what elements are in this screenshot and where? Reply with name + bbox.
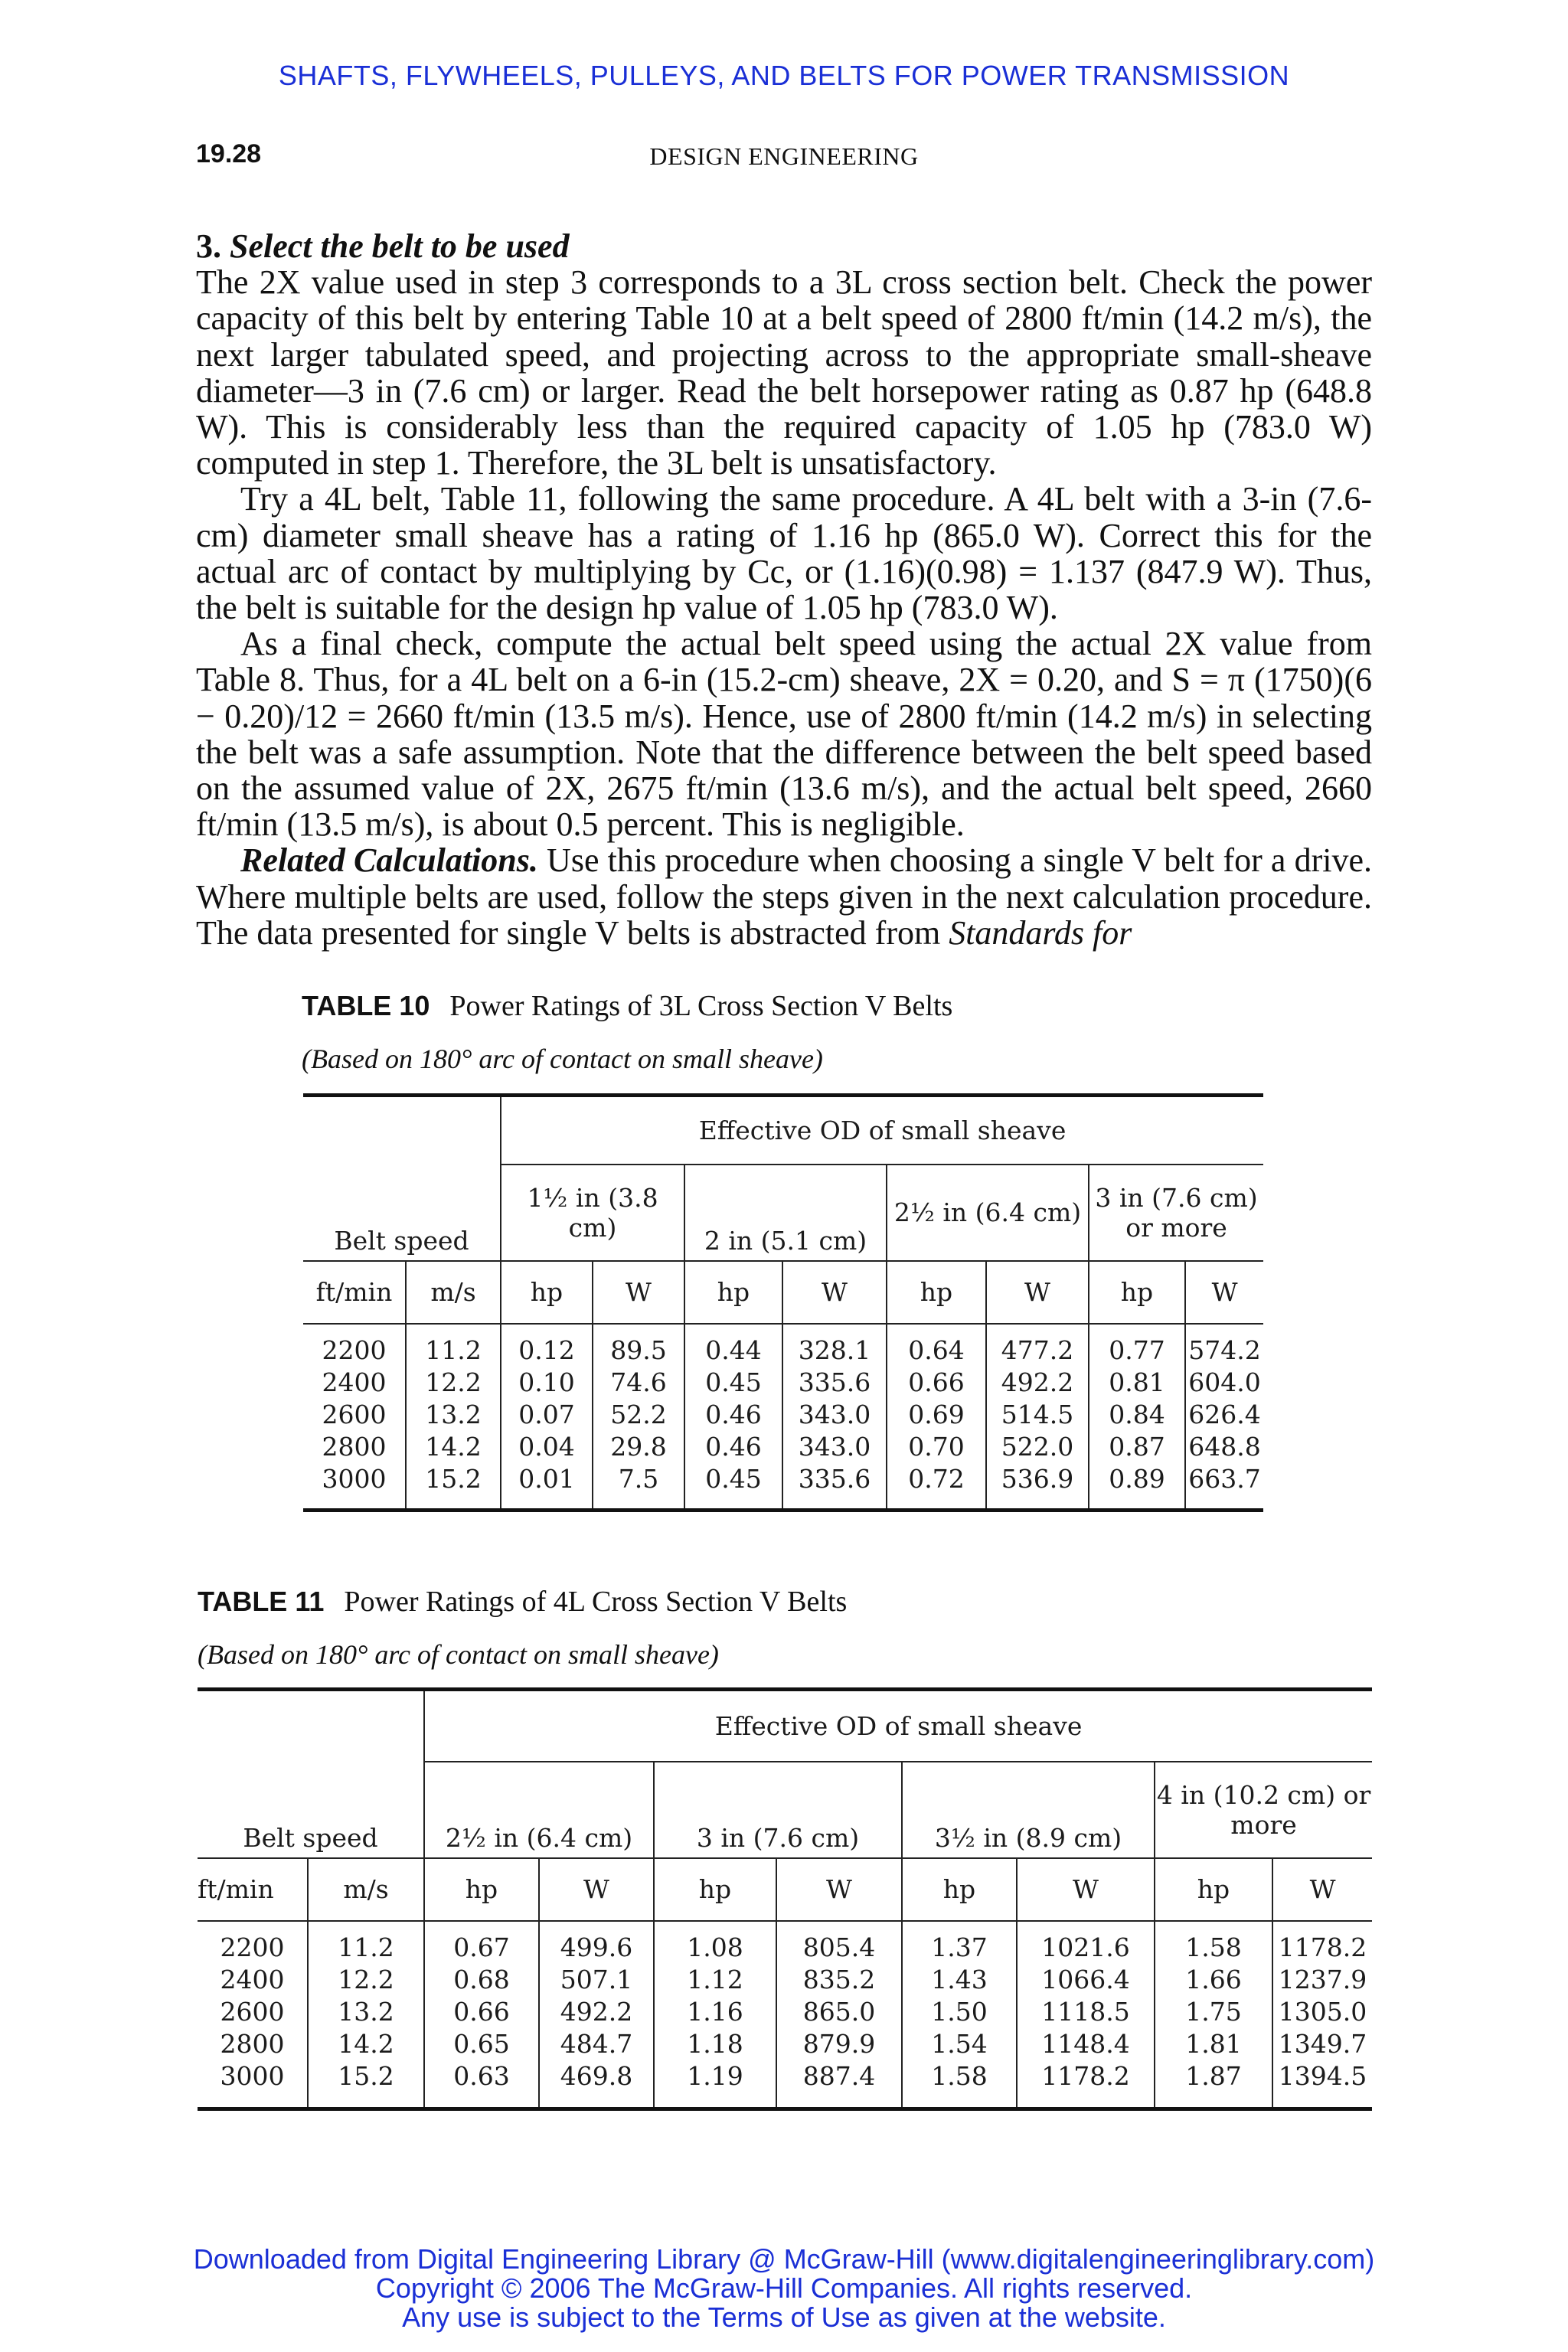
table-cell: 0.07 bbox=[501, 1399, 593, 1431]
table10-unit: ft/min bbox=[315, 1277, 393, 1307]
table11-unit: hp bbox=[1155, 1858, 1272, 1921]
footer bbox=[0, 2245, 1568, 2332]
table11-unit-row bbox=[198, 1858, 1372, 1921]
table-cell: 0.69 bbox=[887, 1399, 986, 1431]
table10-unit: W bbox=[1185, 1261, 1263, 1324]
table-cell: 89.5 bbox=[593, 1334, 684, 1367]
table-cell: 3000 bbox=[220, 2060, 285, 2091]
related-calculations-label: Related Calculations. bbox=[240, 841, 538, 880]
table10-belt-speed: Belt speed bbox=[334, 1225, 469, 1256]
table-cell: 3000 bbox=[322, 1463, 387, 1494]
table-cell: 1.50 bbox=[902, 1996, 1017, 2028]
table-cell: 14.2 bbox=[308, 2028, 424, 2060]
paragraph-4-text: Use this procedure when choosing a single V belt for a drive. Where multiple belts are used, follow the steps given in the next calculation procedure. The data presented for single V belts is abstracted from bbox=[196, 841, 1373, 952]
table11-group-header: Effective OD of small sheave bbox=[424, 1690, 1372, 1762]
table-cell: 0.66 bbox=[887, 1367, 986, 1399]
table-cell: 536.9 bbox=[986, 1463, 1089, 1495]
table-row bbox=[198, 1996, 1372, 2028]
table-cell: 343.0 bbox=[782, 1399, 887, 1431]
table10-unit: m/s bbox=[406, 1261, 501, 1324]
table10-unit: W bbox=[593, 1261, 684, 1324]
table-cell: 604.0 bbox=[1185, 1367, 1263, 1399]
table-cell: 1237.9 bbox=[1272, 1964, 1372, 1996]
table11-size-3: 3½ in (8.9 cm) bbox=[902, 1762, 1155, 1858]
table-cell: 1148.4 bbox=[1017, 2028, 1155, 2060]
table-row bbox=[198, 2060, 1372, 2092]
table-cell: 887.4 bbox=[776, 2060, 902, 2092]
table11-unit: hp bbox=[654, 1858, 776, 1921]
table-cell: 2200 bbox=[220, 1932, 285, 1962]
table-cell: 2800 bbox=[322, 1431, 387, 1462]
table-row bbox=[198, 1932, 1372, 1964]
table-cell: 1.19 bbox=[654, 2060, 776, 2092]
table-cell: 0.01 bbox=[501, 1463, 593, 1495]
table-cell: 0.44 bbox=[684, 1334, 782, 1367]
table-cell: 52.2 bbox=[593, 1399, 684, 1431]
table11-unit: hp bbox=[902, 1858, 1017, 1921]
table-cell: 2800 bbox=[220, 2028, 285, 2059]
table-cell: 0.77 bbox=[1089, 1334, 1185, 1367]
table-cell: 1.58 bbox=[1155, 1932, 1272, 1964]
page-number: 19.28 bbox=[196, 139, 262, 168]
table-cell: 29.8 bbox=[593, 1431, 684, 1463]
table-cell: 1.87 bbox=[1155, 2060, 1272, 2092]
table-cell: 343.0 bbox=[782, 1431, 887, 1463]
table-cell: 492.2 bbox=[986, 1367, 1089, 1399]
section-title: DESIGN ENGINEERING bbox=[649, 142, 919, 170]
footer-line-3: Any use is subject to the Terms of Use as given at the website. bbox=[402, 2301, 1166, 2333]
table-cell: 0.66 bbox=[424, 1996, 539, 2028]
table-cell: 2400 bbox=[220, 1964, 285, 1994]
table-cell: 1.54 bbox=[902, 2028, 1017, 2060]
table10-label: TABLE 10 bbox=[302, 990, 430, 1021]
table-cell: 574.2 bbox=[1185, 1334, 1263, 1367]
table-cell: 0.67 bbox=[424, 1932, 539, 1964]
table-cell: 0.84 bbox=[1089, 1399, 1185, 1431]
table-cell: 477.2 bbox=[986, 1334, 1089, 1367]
table-cell: 0.12 bbox=[501, 1334, 593, 1367]
table-row bbox=[303, 1431, 1263, 1463]
table-cell: 0.65 bbox=[424, 2028, 539, 2060]
table-cell: 13.2 bbox=[308, 1996, 424, 2028]
step-heading bbox=[196, 228, 1372, 264]
table-cell: 14.2 bbox=[406, 1431, 501, 1463]
table11-caption bbox=[198, 1585, 847, 1619]
table-cell: 0.72 bbox=[887, 1463, 986, 1495]
table-cell: 805.4 bbox=[776, 1932, 902, 1964]
table-cell: 0.46 bbox=[684, 1399, 782, 1431]
table-row bbox=[303, 1463, 1263, 1495]
table-cell: 0.70 bbox=[887, 1431, 986, 1463]
table10-subtitle: (Based on 180° arc of contact on small sheave) bbox=[302, 1044, 823, 1074]
table10 bbox=[303, 1093, 1263, 1512]
table-cell: 492.2 bbox=[539, 1996, 654, 2028]
table-cell: 499.6 bbox=[539, 1932, 654, 1964]
table-row bbox=[303, 1367, 1263, 1399]
body-text bbox=[196, 228, 1372, 951]
table-cell: 507.1 bbox=[539, 1964, 654, 1996]
table-cell: 15.2 bbox=[308, 2060, 424, 2092]
table-cell: 0.63 bbox=[424, 2060, 539, 2092]
table-cell: 7.5 bbox=[593, 1463, 684, 1495]
table-cell: 2600 bbox=[220, 1996, 285, 2027]
table-cell: 11.2 bbox=[406, 1334, 501, 1367]
table-cell: 835.2 bbox=[776, 1964, 902, 1996]
table10-size-2: 2 in (5.1 cm) bbox=[684, 1165, 887, 1261]
table11-unit: m/s bbox=[308, 1858, 424, 1921]
table-cell: 0.45 bbox=[684, 1367, 782, 1399]
table-cell: 2600 bbox=[322, 1399, 387, 1429]
table-cell: 865.0 bbox=[776, 1996, 902, 2028]
table10-size-1: 1½ in (3.8 cm) bbox=[501, 1165, 684, 1261]
table10-title: Power Ratings of 3L Cross Section V Belts bbox=[449, 990, 953, 1022]
table-cell: 514.5 bbox=[986, 1399, 1089, 1431]
table11-label: TABLE 11 bbox=[198, 1586, 325, 1617]
table-cell: 1.81 bbox=[1155, 2028, 1272, 2060]
table-cell: 1.58 bbox=[902, 2060, 1017, 2092]
table10-corner bbox=[303, 1096, 501, 1165]
table10-unit: hp bbox=[501, 1261, 593, 1324]
table-cell: 1.75 bbox=[1155, 1996, 1272, 2028]
table-cell: 663.7 bbox=[1185, 1463, 1263, 1495]
table10-unit-row bbox=[303, 1261, 1263, 1324]
table10-unit: hp bbox=[1089, 1261, 1185, 1324]
table-cell: 1.18 bbox=[654, 2028, 776, 2060]
table-cell: 879.9 bbox=[776, 2028, 902, 2060]
table-cell: 2200 bbox=[322, 1334, 387, 1365]
table-row bbox=[303, 1334, 1263, 1367]
table-cell: 522.0 bbox=[986, 1431, 1089, 1463]
table-cell: 626.4 bbox=[1185, 1399, 1263, 1431]
table-cell: 0.04 bbox=[501, 1431, 593, 1463]
table10-unit: W bbox=[782, 1261, 887, 1324]
running-header: SHAFTS, FLYWHEELS, PULLEYS, AND BELTS FOR POWER TRANSMISSION bbox=[278, 60, 1290, 91]
table11-unit: ft/min bbox=[198, 1874, 274, 1904]
table-cell: 12.2 bbox=[406, 1367, 501, 1399]
table-cell: 11.2 bbox=[308, 1932, 424, 1964]
step-title: Select the belt to be used bbox=[230, 227, 570, 265]
table-cell: 0.81 bbox=[1089, 1367, 1185, 1399]
table-cell: 1.66 bbox=[1155, 1964, 1272, 1996]
table-cell: 15.2 bbox=[406, 1463, 501, 1495]
footer-line-2: Copyright © 2006 The McGraw-Hill Companies. All rights reserved. bbox=[375, 2272, 1193, 2304]
table-cell: 1118.5 bbox=[1017, 1996, 1155, 2028]
table-cell: 1.12 bbox=[654, 1964, 776, 1996]
table-cell: 0.46 bbox=[684, 1431, 782, 1463]
table10-size-3: 2½ in (6.4 cm) bbox=[887, 1165, 1089, 1261]
table-cell: 0.87 bbox=[1089, 1431, 1185, 1463]
table-row bbox=[198, 1964, 1372, 1996]
table10-group-header: Effective OD of small sheave bbox=[501, 1096, 1263, 1165]
table-cell: 0.10 bbox=[501, 1367, 593, 1399]
paragraph-4-italic: Standards for bbox=[949, 913, 1132, 952]
table11-title: Power Ratings of 4L Cross Section V Belts bbox=[344, 1586, 848, 1618]
table-cell: 2400 bbox=[322, 1367, 387, 1397]
table10-size-4: 3 in (7.6 cm) or more bbox=[1089, 1165, 1263, 1261]
table-cell: 0.89 bbox=[1089, 1463, 1185, 1495]
paragraph-1: The 2X value used in step 3 corresponds to a 3L cross section belt. Check the power capacity of this belt by entering Table 10 at a belt speed of 2800 ft/min (14.2 m/s), the next larger tabulated speed, and projecting across to the appropriate small-sheave diameter—3 in (7.6 cm) or larger. Read the belt horsepower rating as 0.87 hp (648.8 W). This is considerably less than the required capacity of 1.05 hp (783.0 W) computed in step 1. Therefore, the 3L belt is unsatisfactory. bbox=[196, 263, 1372, 482]
table11-unit: W bbox=[539, 1858, 654, 1921]
table-cell: 0.68 bbox=[424, 1964, 539, 1996]
table-cell: 0.45 bbox=[684, 1463, 782, 1495]
table11-belt-speed: Belt speed bbox=[243, 1822, 378, 1853]
table-row bbox=[303, 1399, 1263, 1431]
paragraph-3: As a final check, compute the actual belt speed using the actual 2X value from Table 8. Thus, for a 4L belt on a 6-in (15.2-cm) sheave, 2X = 0.20, and S = π (1750)(6 − 0.20)/12 = 2660 ft/min (13.5 m/s). Hence, use of 2800 ft/min (14.2 m/s) in selecting the belt was a safe assumption. Note that the difference between the belt speed based on the assumed value of 2X, 2675 ft/min (13.6 m/s), and the actual belt speed, 2660 ft/min (13.5 m/s), is about 0.5 percent. This is negligible. bbox=[196, 625, 1372, 844]
table-cell: 1349.7 bbox=[1272, 2028, 1372, 2060]
table-cell: 0.64 bbox=[887, 1334, 986, 1367]
table-cell: 1178.2 bbox=[1272, 1932, 1372, 1964]
table11-subtitle: (Based on 180° arc of contact on small sheave) bbox=[198, 1639, 719, 1670]
table11-unit: W bbox=[1272, 1858, 1372, 1921]
table11 bbox=[198, 1687, 1372, 2111]
table-cell: 648.8 bbox=[1185, 1431, 1263, 1463]
table11-unit: W bbox=[776, 1858, 902, 1921]
table-cell: 1394.5 bbox=[1272, 2060, 1372, 2092]
table-cell: 484.7 bbox=[539, 2028, 654, 2060]
table-cell: 1021.6 bbox=[1017, 1932, 1155, 1964]
table-cell: 1.43 bbox=[902, 1964, 1017, 1996]
table10-unit: W bbox=[986, 1261, 1089, 1324]
table-cell: 1305.0 bbox=[1272, 1996, 1372, 2028]
table-cell: 335.6 bbox=[782, 1463, 887, 1495]
table11-unit: hp bbox=[424, 1858, 539, 1921]
table11-unit: W bbox=[1017, 1858, 1155, 1921]
table11-corner bbox=[198, 1690, 424, 1762]
table-cell: 1178.2 bbox=[1017, 2060, 1155, 2092]
paragraph-2: Try a 4L belt, Table 11, following the same procedure. A 4L belt with a 3-in (7.6-cm) diameter small sheave has a rating of 1.16 hp (865.0 W). Correct this for the actual arc of contact by multiplying by Cc, or (1.16)(0.98) = 1.137 (847.9 W). Thus, the belt is suitable for the design hp value of 1.05 hp (783.0 W). bbox=[196, 480, 1372, 627]
table-cell: 13.2 bbox=[406, 1399, 501, 1431]
table11-size-1: 2½ in (6.4 cm) bbox=[424, 1762, 654, 1858]
table-cell: 1.37 bbox=[902, 1932, 1017, 1964]
step-number: 3. bbox=[196, 227, 221, 265]
table-cell: 12.2 bbox=[308, 1964, 424, 1996]
table-cell: 1066.4 bbox=[1017, 1964, 1155, 1996]
table-cell: 1.16 bbox=[654, 1996, 776, 2028]
table10-unit: hp bbox=[887, 1261, 986, 1324]
table11-size-4: 4 in (10.2 cm) or more bbox=[1155, 1762, 1372, 1858]
table10-unit: hp bbox=[684, 1261, 782, 1324]
paragraph-4 bbox=[196, 842, 1372, 951]
footer-line-1: Downloaded from Digital Engineering Library @ McGraw-Hill (www.digitalengineeringlibrary.com) bbox=[193, 2243, 1375, 2275]
table-row bbox=[198, 2028, 1372, 2060]
table11-size-2: 3 in (7.6 cm) bbox=[654, 1762, 902, 1858]
table10-caption bbox=[302, 989, 952, 1023]
table-cell: 74.6 bbox=[593, 1367, 684, 1399]
table-cell: 335.6 bbox=[782, 1367, 887, 1399]
table-cell: 469.8 bbox=[539, 2060, 654, 2092]
table-cell: 1.08 bbox=[654, 1932, 776, 1964]
table-cell: 328.1 bbox=[782, 1334, 887, 1367]
